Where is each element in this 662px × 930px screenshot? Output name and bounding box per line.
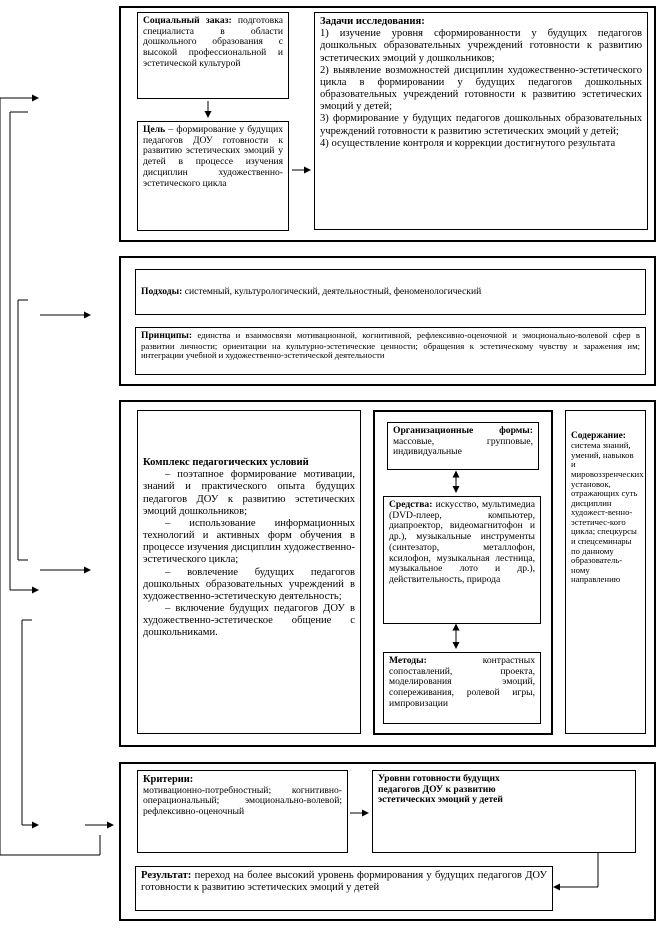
- principles-box: [135, 327, 646, 375]
- task-item: 2) выявление возможностей дисциплин художественно-эстетического цикла в формировании у будущих педагогов дошкольных образовательных учреждений готовности к развитию эстетических эмоций у детей;: [320, 64, 642, 113]
- principles-title: Принципы:: [141, 330, 193, 341]
- task-item: 1) изучение уровня сформированности у будущих педагогов дошкольных образовательных учреждений готовности к развитию эстетических эмоций у дошкольников;: [320, 28, 642, 64]
- social-order-text: подготовка специалиста в области дошкольного образования с высокой профессиональной и эстетической культурой: [143, 15, 283, 69]
- methods-text: контрастных сопоставлений, проекта, моделирования эмоций, сопереживания, ролевой игры, импровизации: [389, 655, 535, 709]
- goal-title: Цель: [143, 124, 166, 135]
- methods-box: [383, 652, 541, 724]
- criteria-text: мотивационно-потребностный; когнитивно-операциональный; эмоционально-волевой; рефлексивно-оценочный: [143, 784, 342, 818]
- content-text: система знаний, умений, навыков и мировоззренческих установок, отражающих суть дисциплин художест-венно-эстетичес-кого цикла; спецкурсы и спецсеминары по данному образователь-ному направлению: [571, 440, 644, 585]
- condition-item: – вовлечение будущих педагогов дошкольных образовательных учреждений в художественно-эстетическую деятельность;: [143, 566, 355, 602]
- content-title: Содержание:: [571, 431, 626, 441]
- means-title: Средства:: [389, 499, 433, 510]
- tasks-box: [314, 12, 648, 230]
- task-item: 4) осуществление контроля и коррекции достигнутого результата: [320, 137, 616, 149]
- result-title: Результат:: [141, 870, 192, 881]
- forms-text: массовые, групповые, индивидуальные: [393, 435, 533, 458]
- conditions-title: Комплекс педагогических условий: [143, 457, 309, 468]
- result-box: [135, 866, 553, 911]
- social-order-box: [137, 12, 289, 99]
- levels-text: Уровни готовности будущих педагогов ДОУ к развитию эстетических эмоций у детей: [378, 773, 503, 806]
- approaches-text: системный, культурологический, деятельностный, феноменологический: [182, 285, 482, 297]
- condition-item: – поэтапное формирование мотивации, знаний и практического опыта будущих педагогов ДОУ к развитию эстетических эмоций дошкольников;: [143, 469, 355, 517]
- social-order-title: Социальный заказ:: [143, 15, 232, 26]
- means-box: [383, 496, 541, 624]
- methods-title: Методы:: [389, 655, 427, 666]
- levels-box: [372, 770, 636, 853]
- tasks-title: Задачи исследования:: [320, 16, 425, 27]
- conditions-box: [137, 410, 361, 734]
- condition-item: – включение будущих педагогов ДОУ в художественно-эстетическое общение с дошкольниками.: [143, 603, 355, 639]
- criteria-title: Критерии:: [143, 774, 194, 785]
- approaches-box: [135, 269, 646, 315]
- criteria-box: [137, 770, 348, 853]
- forms-box: [387, 422, 539, 470]
- condition-item: – использование информационных технологий и активных форм обучения в процессе изучения дисциплин художественно-эстетического цикла;: [143, 517, 355, 566]
- content-box: [565, 410, 646, 734]
- forms-title: Организационные формы:: [393, 425, 533, 436]
- goal-text: – формирование у будущих педагогов ДОУ готовности к развитию эстетических эмоций у детей в процессе изучения дисциплин художественно-эстетического цикла: [143, 124, 283, 189]
- result-text: переход на более высокий уровень формирования у будущих педагогов ДОУ готовности к развитию эстетических эмоций у детей: [141, 870, 547, 894]
- goal-box: [137, 121, 289, 231]
- approaches-title: Подходы:: [141, 285, 183, 297]
- principles-text: единства и взаимосвязи мотивационной, когнитивной, рефлексивно-оценочной и эмоционально-волевой сфер в развитии личности; ориентации на культурно-эстетические ценности; обращения к эстетическому чувству и заражения им; интеграции учебной и художественно-эстетической деятельности: [141, 330, 640, 361]
- means-text: искусство, мультимедиа (DVD-плеер, компьютер, диапроектор, видеомагнитофон и др.), музыкальные инструменты (синтезатор, металлофон, ксилофон, музыкальная лестница, музыкальное лото и др.), действительность, природа: [389, 499, 535, 586]
- task-item: 3) формирование у будущих педагогов дошкольных образовательных учреждений готовности к развитию эстетических эмоций у детей;: [320, 113, 642, 137]
